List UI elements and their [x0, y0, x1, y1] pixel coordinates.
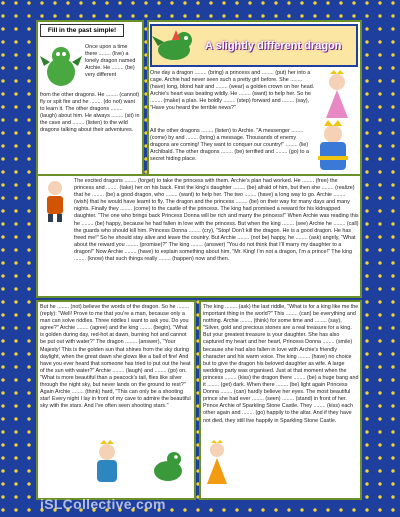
paragraph-intro-b: from the other dragons. He ........ (cannot) fly or spit fire and he ........ (do not) want to learn it. The other dragons ........ (laugh) about him. He always ........ (sit) in the cave and ........ (listen) to the wild dragons talking about their adventures.: [40, 92, 140, 134]
paragraph-story-three: But he ........ (not) believe the words of the dragon. So he ........ (reply): "Well! Prove to me that you're a man, because only a man can solve riddles. Three riddles I want to ask you. Do you agree?" Archie ........ (agree) and the king ........ (begin), "What is golden during day, red-hot at dawn, burning hot and cannot be put out with water?" The dragon ........ (answer), "Your Majesty! This is the golden sun that shines from the sky during daylight, when the great dawn she glows like a ball of fire! And have you ever heard that someone has tried to put out the heat of the sun with water?" Archie ........ (laugh) and ........ (go) on. "What is more beautiful than a peacock's tail, flies like silver through the night sky, but never lands on the ground to rest?" Again Archie ........ (think) hard, "This can only be a shooting star! Every night I lay in front of my cave to admire the beautiful sky with the stars. And I've often seen shooting stars.": [40, 304, 191, 410]
paragraph-story-four: The king ........ (ask) the last riddle, "What is for a king like me the important thing in the world?" This ........ (can) be everything and nothing. Archie ........ (think) for some time and ........ (say), "Silver, gold and precious stones are a real treasure for a king. But your greatest treasure is your daughter. She has also captured my heart and her heart, Princess Donna ........ (smile) because she had also fallen in love with Archie's friendly character and his warm voice. The king ........ (have) no choice but to give the dragon his beloved daughter as wife. A large wedding party was organised. Just at that moment when the princess ........ (kiss) the dragon there ........ (be) a huge bang and it ........ (get) dark. When there ........ (be) light again Princess Donna ........ (can) hardly believe her eyes. The most beautiful prince she had ever ........ (seen) ........ (stand) in front of her. Prince Archie of Sparkling Stone Castle. They ........ (kiss) each other again and ........ (go) happily to the altar. And if they have not died, they still live happily in Sparkling Stone Castle.: [203, 304, 359, 424]
dragon-icon: [40, 42, 82, 90]
paragraph-story-one-a: One day a dragon ........ (bring) a princess and ........ (put) her into a cage. Archie had never seen such a pretty girl before. She ........ (have) long, blond hair and ........ (wear) a golden crown on her head. Archie's heart was beating wildly. He ........ (want) to help her. So he ........ (make) a plan. He boldly ........ (step) forward and ........ (say), "Have you heard the terrible news?": [150, 70, 315, 112]
worksheet-title: A slightly different dragon: [205, 40, 342, 52]
paragraph-story-two: The excited dragons ........ (forget) to take the princess with them. Archie's plan had worked. He ........ (free) the princess and ........ (take) her on his back. First the king's daughter ........ (be) afraid of him, but then she ........ (realize) that he ........ (be) a good dragon, who ........ (want) to help her. The two ........ (have) a long way to go. Archie ........ (wish) that he would have learnt to fly. The dragon and the princess ........ (be) on their way for many days and many nights. Finally they ........ (come) to the castle of the princess. The king had promised a reward for his kidnapped daughter. "The one who brings back Princess Donna will be rich and marry the princess!" When Archie was reading this he ........ (be) happy, because he had fallen in love with the princess. But when the king ........ (see) Archie he ........ (call) the guards who should kill him. Princess Donna ........ (cry), "Stop! Don't kill the dragon. He is a good dragon. He has freed me!" So he should stay alive and leave the country. But Archie ........ (not be) happy, he ........ (ask) angrily, "What about the reward you ........ (promise)?" The king ........ (answer) "You do not think that I'll marry my daughter to a dragon!" Now Archie ........ (have) to explain something about him, "Mr. King! I'm not a dragon, I'm a prince!" The king ........ (know) that such things really ........ (happen) now and then.: [74, 178, 359, 263]
paragraph-intro-a: Once upon a time there ........ (live) a lonely dragon named Archie. He ........ (be) very different: [85, 44, 136, 79]
dragon-icon: [148, 445, 188, 485]
paragraph-story-one-b: All the other dragons ........ (listen) to Archie. "A messenger ........ (come) by and ........ (bring) a message. Thousands of enemy dragons are coming! They want to conquer our country!" ........ (lie) Archibald. The other dragons ........ (be) terrified and ........ (go) to a secret hiding place.: [150, 128, 310, 163]
princess-icon: [318, 70, 356, 120]
watermark-text: iSLCollective.com: [40, 496, 166, 512]
boy-icon: [40, 178, 70, 222]
princess-icon: [202, 440, 232, 485]
king-icon: [312, 120, 354, 172]
prince-icon: [88, 440, 126, 488]
instruction-label: Fill in the past simple!: [40, 24, 124, 37]
dragon-icon: [152, 26, 198, 64]
